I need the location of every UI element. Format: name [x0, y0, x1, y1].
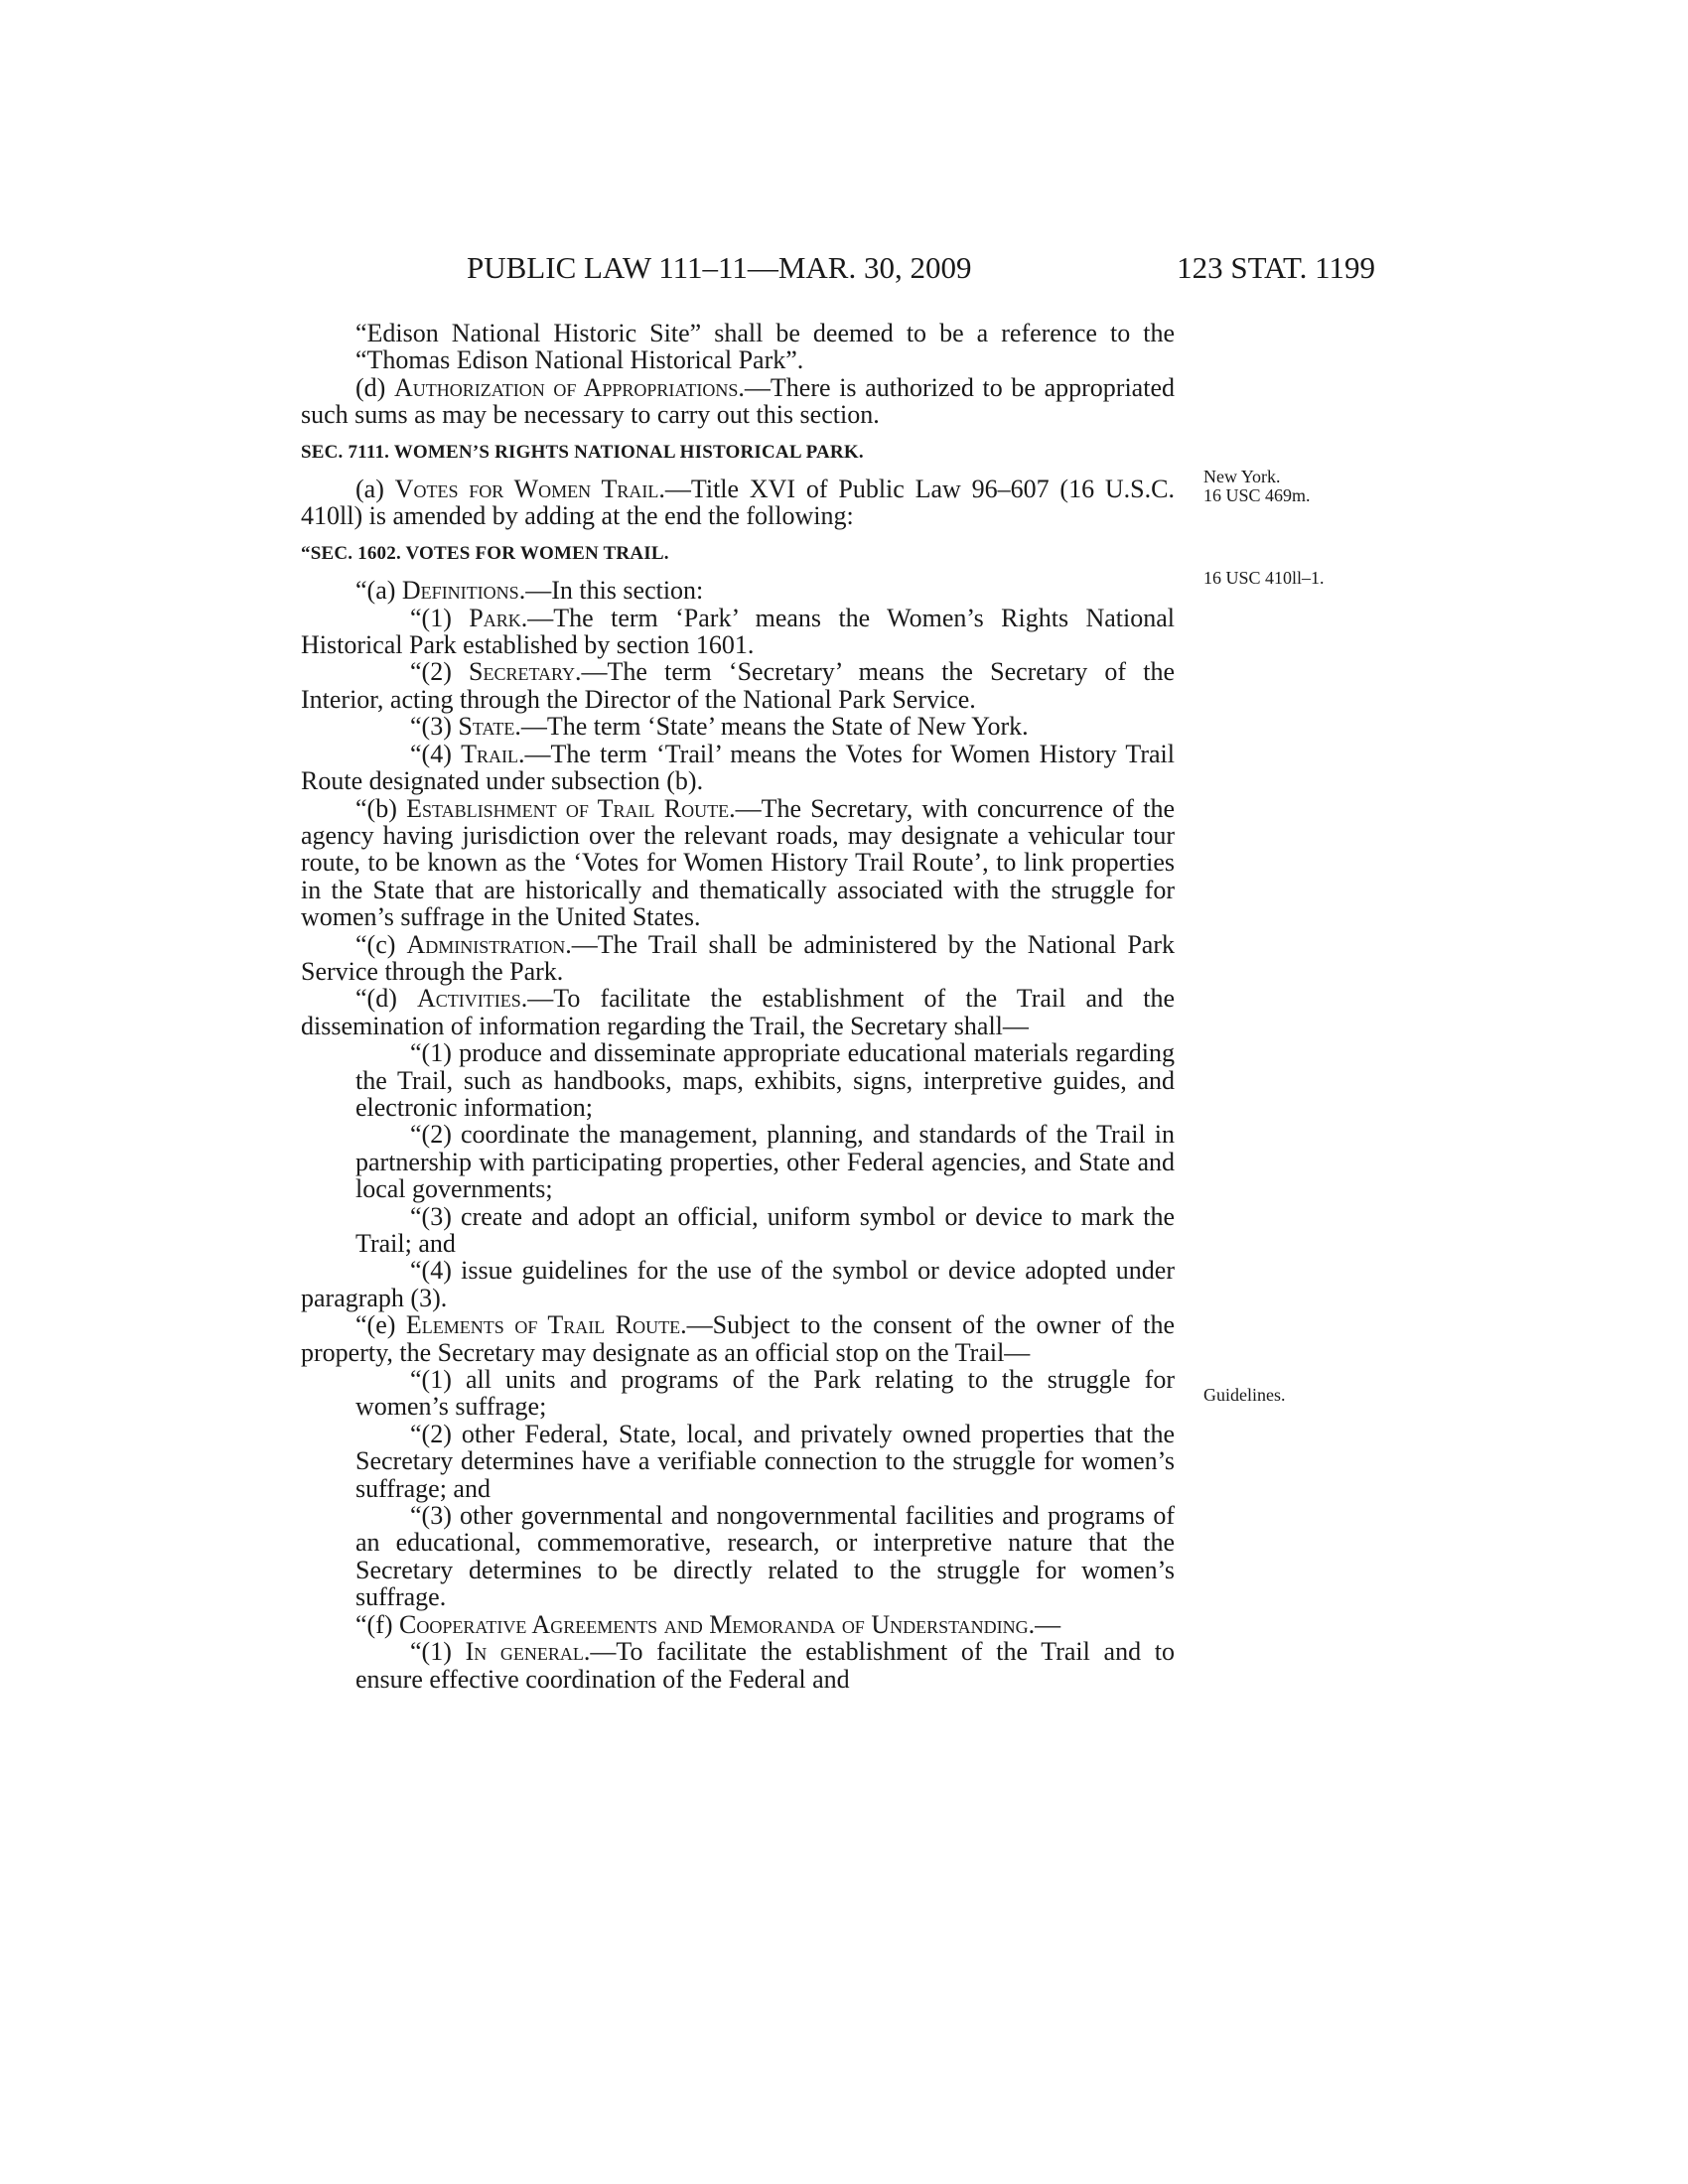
- subsection-d-appropriations: (d) Authorization of Appropriations.—There is authorized to be appropriated such sums as may be necessary to carry out this section.: [301, 372, 1175, 430]
- subsection-d-activities: “(d) Activities.—To facilitate the establishment of the Trail and the dissemination of information regarding the Trail, the Secretary shall—: [301, 984, 1175, 1040]
- margin-note-new-york: New York.: [1203, 467, 1281, 486]
- section-heading-1602: “SEC. 1602. VOTES FOR WOMEN TRAIL.: [301, 542, 669, 564]
- margin-note-usc-410ll-1: 16 USC 410ll–1.: [1203, 568, 1325, 588]
- subsection-a-votes-for-women: (a) Votes for Women Trail.—Title XVI of Public Law 96–607 (16 U.S.C. 410ll) is amended by adding at the end the following:: [301, 475, 1175, 531]
- page-header: [298, 250, 1375, 286]
- subsection-a-definitions: “(a) Definitions.—In this section:: [355, 576, 704, 606]
- header-title: PUBLIC LAW 111–11—MAR. 30, 2009: [467, 250, 972, 285]
- subsection-f-cooperative-agreements: “(f) Cooperative Agreements and Memoranda of Understanding.—: [355, 1609, 1061, 1639]
- subsection-b-establishment: “(b) Establishment of Trail Route.—The Secretary, with concurrence of the agency having jurisdiction over the relevant roads, may designate a vehicular tour route, to be known as the ‘Votes for Women History Trail Route’, to link properties in the State that are historically and thematically associated with the struggle for women’s suffrage in the United States.: [301, 793, 1175, 932]
- element-2: “(2) other Federal, State, local, and privately owned properties that the Secretary determines have a verifiable connection to the struggle for women’s suffrage; and: [355, 1419, 1175, 1503]
- activity-1: “(1) produce and disseminate appropriate educational materials regarding the Trail, such as handbooks, maps, exhibits, signs, interpretive guides, and electronic information;: [355, 1038, 1175, 1122]
- header-page-number: 123 STAT. 1199: [1177, 250, 1375, 285]
- margin-note-guidelines: Guidelines.: [1203, 1385, 1286, 1405]
- activity-4: “(4) issue guidelines for the use of the symbol or device adopted under paragraph (3).: [301, 1256, 1175, 1312]
- margin-note-usc-469m: 16 USC 469m.: [1203, 485, 1311, 505]
- paragraph-in-general: “(1) In general.—To facilitate the establishment of the Trail and to ensure effective coordination of the Federal and: [355, 1637, 1176, 1694]
- document-body: [301, 320, 1175, 1693]
- definition-trail: “(4) Trail.—The term ‘Trail’ means the Votes for Women History Trail Route designated under subsection (b).: [301, 739, 1175, 796]
- activity-3: “(3) create and adopt an official, uniform symbol or device to mark the Trail; and: [355, 1201, 1175, 1258]
- subsection-c-administration: “(c) Administration.—The Trail shall be administered by the National Park Service through the Park.: [301, 929, 1175, 986]
- definition-park: “(1) Park.—The term ‘Park’ means the Women’s Rights National Historical Park established by section 1601.: [301, 603, 1176, 660]
- activity-2: “(2) coordinate the management, planning, and standards of the Trail in partnership with participating properties, other Federal agencies, and State and local governments;: [355, 1120, 1175, 1204]
- section-heading-7111: SEC. 7111. WOMEN’S RIGHTS NATIONAL HISTORICAL PARK.: [301, 441, 864, 463]
- definition-secretary: “(2) Secretary.—The term ‘Secretary’ means the Secretary of the Interior, acting through the Director of the National Park Service.: [301, 657, 1175, 714]
- definition-state: “(3) State.—The term ‘State’ means the State of New York.: [410, 712, 1029, 742]
- subsection-e-elements: “(e) Elements of Trail Route.—Subject to the consent of the owner of the property, the Secretary may designate as an official stop on the Trail—: [301, 1310, 1175, 1367]
- element-1: “(1) all units and programs of the Park relating to the struggle for women’s suffrage;: [355, 1365, 1175, 1422]
- element-3: “(3) other governmental and nongovernmental facilities and programs of an educational, commemorative, research, or interpretive nature that the Secretary determines to be directly related to the struggle for women’s suffrage.: [355, 1501, 1175, 1612]
- paragraph-continuation: “Edison National Historic Site” shall be deemed to be a reference to the “Thomas Edison National Historical Park”.: [355, 319, 1175, 375]
